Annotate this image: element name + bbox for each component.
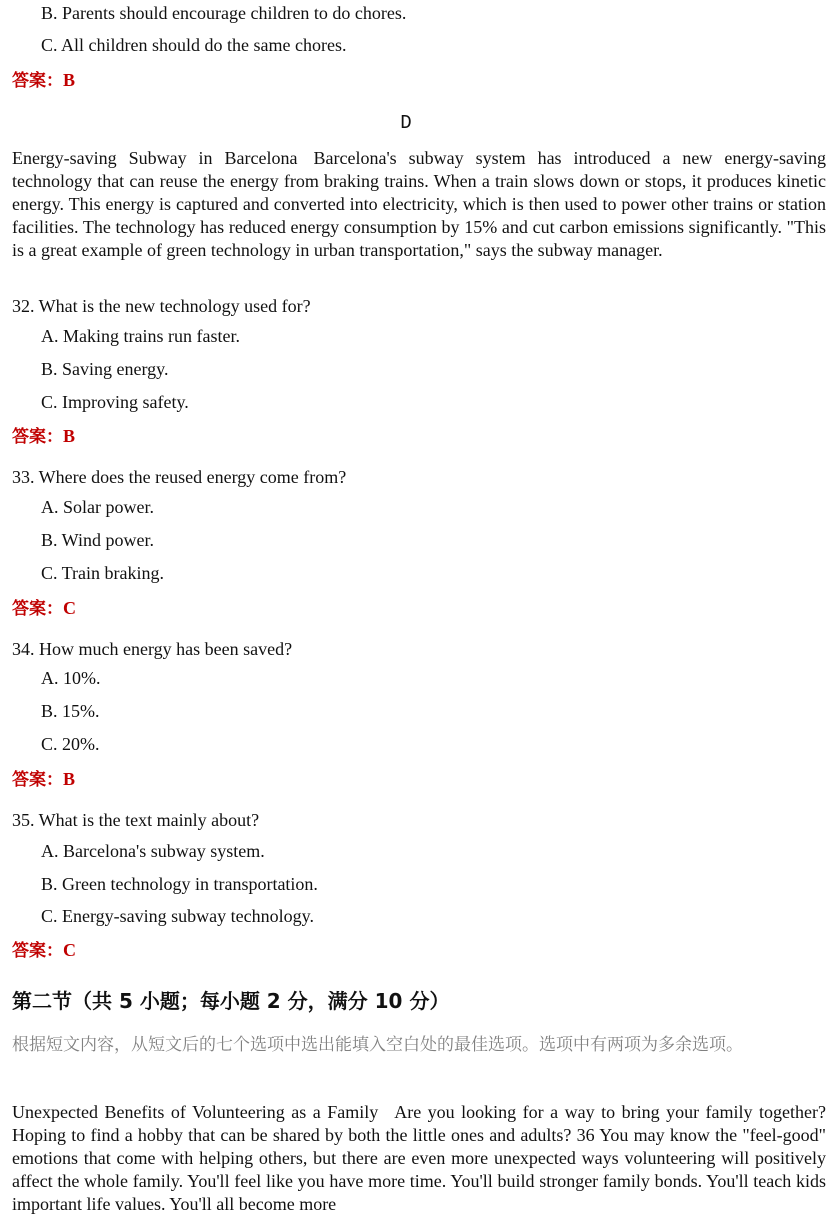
option-c: C. Train braking. [41,563,165,583]
prev-option-c: C. All children should do the same chores. [41,35,347,55]
option-a: A. Making trains run faster. [41,326,240,346]
answer-value: B [63,769,76,789]
prev-option-b: B. Parents should encourage children to do chores. [41,3,407,23]
passage-body: Are you looking for a way to bring your family together? Hoping to find a hobby that can be shared by both the little ones and adults? 36 You may know the "feel-good" emotions that come with helping others, but there are even more unexpected ways volunteering will positively affect the whole family. You'll feel like you have more time. You'll build stronger family bonds. You'll teach kids important life values. You'll all become more [12,1102,826,1214]
option-c: C. Improving safety. [41,392,189,412]
option-a: A. 10%. [41,668,101,688]
passage-title: Unexpected Benefits of Volunteering as a Family [12,1102,379,1122]
section-instruction: 根据短文内容，从短文后的七个选项中选出能填入空白处的最佳选项。选项中有两项为多余选项。 [12,1035,743,1055]
question-stem: 34. How much energy has been saved? [12,639,293,659]
option-b: B. Wind power. [41,530,154,550]
option-b: B. Saving energy. [41,359,169,379]
answer-label: 答案： [12,71,63,91]
question-stem: 33. Where does the reused energy come from? [12,467,347,487]
section-letter: D [400,112,412,134]
answer [12,425,75,448]
answer-value: C [63,598,76,618]
answer-label: 答案： [12,427,63,447]
answer-label: 答案： [12,599,63,619]
option-a: A. Solar power. [41,497,154,517]
option-a: A. Barcelona's subway system. [41,841,265,861]
answer [12,768,75,791]
answer-value: B [63,426,76,446]
passage-body: Barcelona's subway system has introduced a new energy-saving technology that can reuse the energy from braking trains. When a train slows down or stops, it produces kinetic energy. This energy is captured and converted into electricity, which is then used to power other trains or station facilities. The technology has reduced energy consumption by 15% and cut carbon emissions significantly. "This is a great example of green technology in urban transportation," says the subway manager. [12,148,826,260]
option-b: B. Green technology in transportation. [41,874,318,894]
answer-value: B [63,70,76,90]
answer-label: 答案： [12,770,63,790]
passage-volunteering [12,1101,826,1216]
question-stem: 32. What is the new technology used for? [12,296,311,316]
prev-answer [12,69,75,92]
answer [12,939,76,962]
option-c: C. Energy-saving subway technology. [41,906,314,926]
answer [12,597,76,620]
answer-value: C [63,940,76,960]
question-stem: 35. What is the text mainly about? [12,810,260,830]
answer-label: 答案： [12,941,63,961]
section-heading: 第二节（共 5 小题；每小题 2 分，满分 10 分） [12,989,450,1013]
option-b: B. 15%. [41,701,100,721]
passage-d [12,147,826,262]
passage-title: Energy-saving Subway in Barcelona [12,148,298,168]
option-c: C. 20%. [41,734,100,754]
